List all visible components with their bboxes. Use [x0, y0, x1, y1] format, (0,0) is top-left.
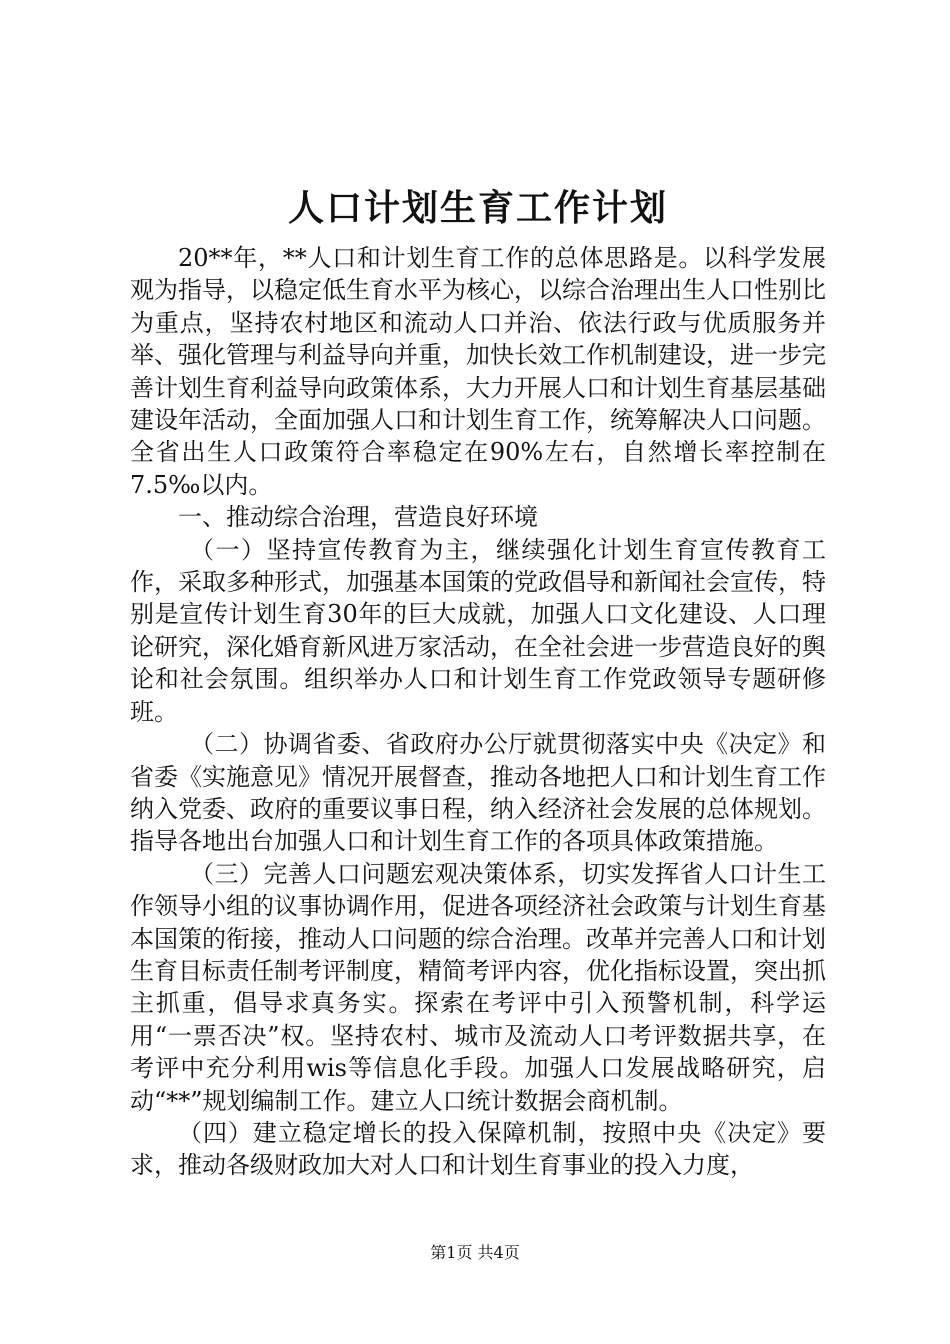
paragraph-item-4: （四）建立稳定增长的投入保障机制，按照中央《决定》要求，推动各级财政加大对人口和计划生育事业的投入力度， [130, 1118, 826, 1180]
section-heading: 一、推动综合治理，营造良好环境 [178, 503, 538, 532]
document-page [130, 178, 826, 1182]
document-title: 人口计划生育工作计划 [287, 187, 668, 229]
paragraph-item-3: （三）完善人口问题宏观决策体系，切实发挥省人口计生工作领导小组的议事协调作用，促进各项经济社会政策与计划生育基本国策的衔接，推动人口问题的综合治理。改革并完善人口和计划生育目标责任制考评制度，精简考评内容，优化指标设置，突出抓主抓重，倡导求真务实。探索在考评中引入预警机制，科学运用“一票否决”权。坚持农村、城市及流动人口考评数据共享，在考评中充分利用wis等信息化手段。加强人口发展战略研究，启动“**”规划编制工作。建立人口统计数据会商机制。 [130, 859, 826, 1115]
paragraph-item-2: （二）协调省委、省政府办公厅就贯彻落实中央《决定》和省委《实施意见》情况开展督查，推动各地把人口和计划生育工作纳入党委、政府的重要议事日程，纳入经济社会发展的总体规划。指导各地出台加强人口和计划生育工作的各项具体政策措施。 [130, 730, 826, 856]
page-number-footer: 第1页 共4页 [430, 1243, 520, 1262]
paragraph-item-1: （一）坚持宣传教育为主，继续强化计划生育宣传教育工作，采取多种形式，加强基本国策的党政倡导和新闻社会宣传，特别是宣传计划生育30年的巨大成就，加强人口文化建设、人口理论研究，深化婚育新风进万家活动，在全社会进一步营造良好的舆论和社会氛围。组织举办人口和计划生育工作党政领导专题研修班。 [130, 535, 826, 726]
paragraph-intro: 20**年，**人口和计划生育工作的总体思路是。以科学发展观为指导，以稳定低生育水平为核心，以综合治理出生人口性别比为重点，坚持农村地区和流动人口并治、依法行政与优质服务并举、强化管理与利益导向并重，加快长效工作机制建设，进一步完善计划生育利益导向政策体系，大力开展人口和计划生育基层基础建设年活动，全面加强人口和计划生育工作，统筹解决人口问题。全省出生人口政策符合率稳定在90%左右，自然增长率控制在7.5‰以内。 [130, 244, 826, 499]
